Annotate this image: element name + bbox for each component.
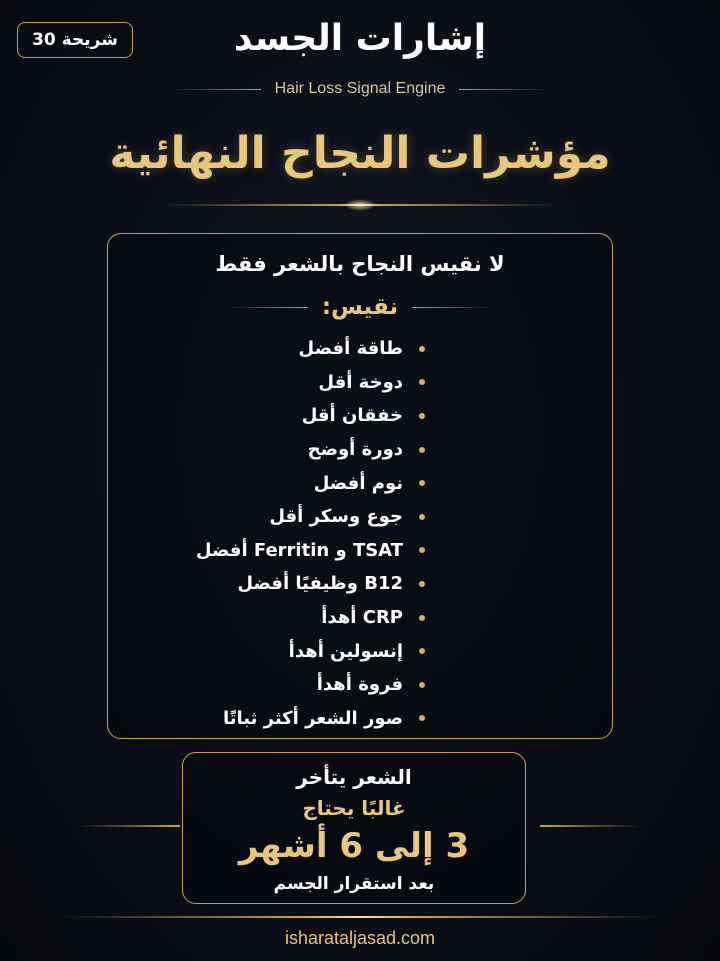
timeline-line-1: الشعر يتأخر <box>296 765 412 789</box>
bullet-dot-icon <box>419 581 425 587</box>
bullet-dot-icon <box>419 480 425 486</box>
footer-divider <box>60 916 660 918</box>
list-item: خفقان أقل <box>125 399 425 433</box>
footer-card-glow-left <box>80 825 180 827</box>
bullet-dot-icon <box>419 514 425 520</box>
list-item: إنسولين أهدأ <box>125 634 425 668</box>
list-item: TSAT و Ferritin أفضل <box>125 534 425 568</box>
bullet-dot-icon <box>419 447 425 453</box>
subtitle-line-right <box>459 89 549 90</box>
list-item: طاقة أفضل <box>125 332 425 366</box>
brand-title: إشارات الجسد <box>233 18 487 59</box>
measure-line-left <box>228 307 308 308</box>
bullet-dot-icon <box>419 413 425 419</box>
list-item: B12 وظيفيًا أفضل <box>125 567 425 601</box>
subtitle-line-left <box>171 89 261 90</box>
list-item: CRP أهدأ <box>125 601 425 635</box>
measure-row <box>107 292 613 322</box>
bullet-dot-icon <box>419 379 425 385</box>
divider-glow-dot <box>344 199 376 211</box>
bullet-dot-icon <box>419 346 425 352</box>
card-title: لا نقيس النجاح بالشعر فقط <box>215 252 505 276</box>
bullet-dot-icon <box>419 615 425 621</box>
brand-subtitle: Hair Loss Signal Engine <box>274 80 446 97</box>
slide-number-badge: شريحة 30 <box>17 22 133 58</box>
list-item: نوم أفضل <box>125 466 425 500</box>
subtitle-row <box>0 78 720 100</box>
bullet-dot-icon <box>419 547 425 553</box>
list-item: فروة أهدأ <box>125 668 425 702</box>
bullet-dot-icon <box>419 715 425 721</box>
measure-line-right <box>412 307 492 308</box>
list-item: صور الشعر أكثر ثباتًا <box>125 702 425 736</box>
website-link[interactable]: isharataljasad.com <box>284 928 436 948</box>
bullet-dot-icon <box>419 648 425 654</box>
timeline-line-2: غالبًا يحتاج <box>302 796 406 820</box>
bullet-dot-icon <box>419 682 425 688</box>
timeline-duration: 3 إلى 6 أشهر <box>238 826 470 866</box>
list-item: دوخة أقل <box>125 366 425 400</box>
timeline-line-4: بعد استقرار الجسم <box>273 874 435 894</box>
measure-label: نقيس: <box>321 294 399 320</box>
footer-card-glow-right <box>540 825 640 827</box>
list-item: جوع وسكر أقل <box>125 500 425 534</box>
indicators-list <box>125 332 425 735</box>
page-headline: مؤشرات النجاح النهائية <box>109 128 611 179</box>
list-item: دورة أوضح <box>125 433 425 467</box>
